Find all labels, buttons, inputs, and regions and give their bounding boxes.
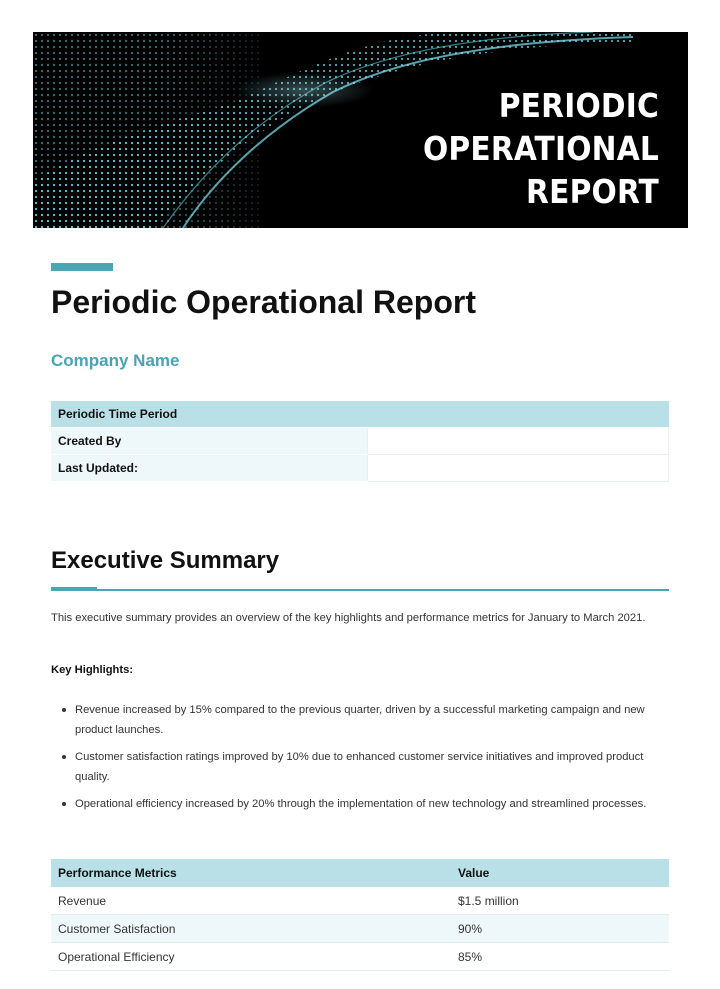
list-item: Customer satisfaction ratings improved by 10% due to enhanced customer service initiatives and improved product quality. xyxy=(51,747,661,787)
info-label-time-period: Periodic Time Period xyxy=(51,401,368,428)
section-divider xyxy=(51,589,669,591)
key-highlights-label: Key Highlights: xyxy=(51,664,134,676)
list-item: Revenue increased by 15% compared to the previous quarter, driven by a successful marketing campaign and new product launches. xyxy=(51,700,661,740)
report-info-table xyxy=(51,401,669,482)
table-row xyxy=(51,428,669,455)
info-value-last-updated xyxy=(368,455,669,482)
info-label-created-by: Created By xyxy=(51,428,368,455)
banner-title-line-1: PERIODIC xyxy=(498,86,659,125)
table-row xyxy=(51,915,669,943)
list-item: Operational efficiency increased by 20% through the implementation of new technology and streamlined processes. xyxy=(51,794,661,814)
key-highlights-list xyxy=(51,700,661,821)
metric-name: Operational Efficiency xyxy=(51,943,451,971)
metric-value: $1.5 million xyxy=(451,887,669,915)
metric-name: Customer Satisfaction xyxy=(51,915,451,943)
info-value-created-by xyxy=(368,428,669,455)
info-label-last-updated: Last Updated: xyxy=(51,455,368,482)
company-name: Company Name xyxy=(51,351,180,370)
executive-summary-heading: Executive Summary xyxy=(51,547,280,574)
page-title: Periodic Operational Report xyxy=(51,284,476,320)
table-row xyxy=(51,455,669,482)
table-row xyxy=(51,401,669,428)
table-row xyxy=(51,943,669,971)
banner-title xyxy=(329,84,659,213)
section-divider-accent xyxy=(51,587,97,591)
metric-name: Revenue xyxy=(51,887,451,915)
banner-title-line-3: REPORT xyxy=(526,172,659,211)
table-header-row xyxy=(51,859,669,887)
column-header-metric: Performance Metrics xyxy=(51,859,451,887)
metric-value: 90% xyxy=(451,915,669,943)
header-banner xyxy=(33,32,688,228)
column-header-value: Value xyxy=(451,859,669,887)
performance-metrics-table xyxy=(51,859,669,971)
info-value-time-period xyxy=(368,401,669,428)
table-row xyxy=(51,887,669,915)
metric-value: 85% xyxy=(451,943,669,971)
title-accent-bar xyxy=(51,263,113,271)
executive-summary-intro: This executive summary provides an overview of the key highlights and performance metrics for January to March 2021. xyxy=(51,612,646,624)
banner-title-line-2: OPERATIONAL xyxy=(422,129,659,168)
